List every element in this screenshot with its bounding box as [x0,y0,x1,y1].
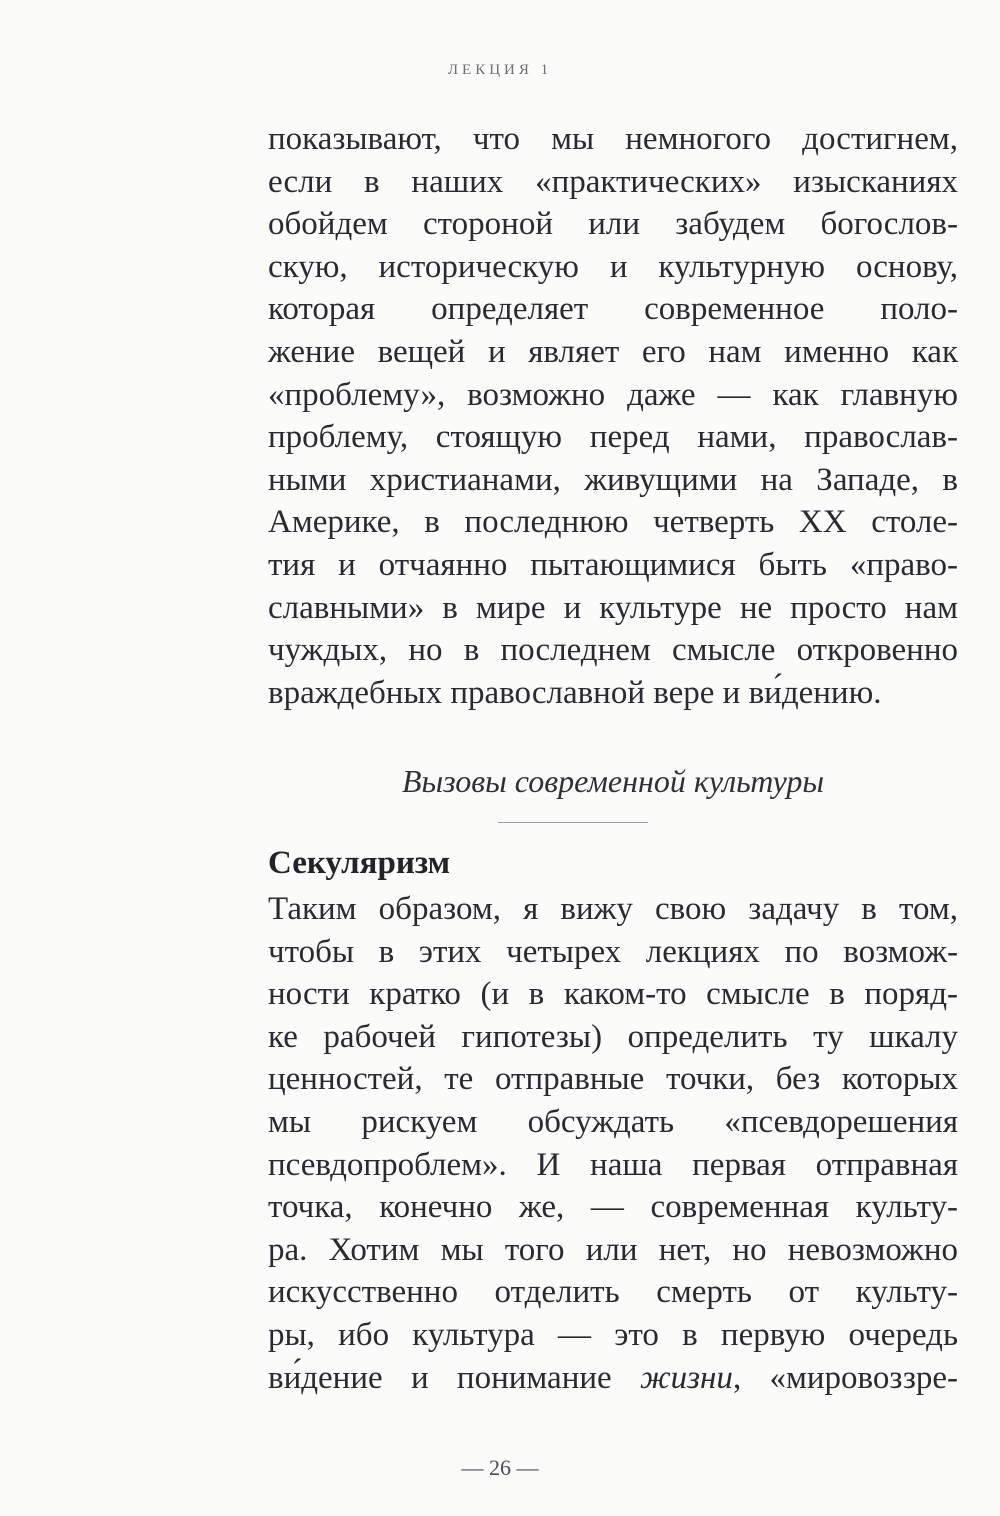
text-line: ра. Хотим мы того или нет, но невозможно [268,1231,958,1268]
text-line: обойдем стороной или забудем богослов- [268,206,958,243]
text-segment: , «мировоззре- [732,1359,959,1396]
text-line: чуждых, но в последнем смысле откровенно [268,632,958,669]
subheading: Секуляризм [268,845,451,881]
page-number: — 26 — [461,1455,539,1480]
text-line-last [268,1357,958,1400]
text-line: чтобы в этих четырех лекциях по возмож- [268,933,958,970]
text-line: ры, ибо культура — это в первую очередь [268,1316,958,1353]
paragraph-main [268,888,958,1399]
text-line: показывают, что мы немногого достигнем, [268,121,958,157]
text-line: проблему, стоящую перед нами, православ- [268,419,958,456]
section-title: Вызовы современной культуры [401,763,825,799]
running-head: ЛЕКЦИЯ 1 [447,62,553,78]
text-line: ценностей, те отправные точки, без которых [268,1061,958,1098]
text-line: искусственно отделить смерть от культу- [268,1274,958,1311]
text-segment: ви́дение и понимание [268,1359,640,1396]
text-line: которая определяет современное поло- [268,291,958,328]
text-line: точка, конечно же, — современная культу- [268,1189,958,1226]
text-line: Таким образом, я вижу свою задачу в том, [268,891,958,927]
text-line: если в наших «практических» изысканиях [268,163,958,200]
text-line: враждебных православной вере и ви́дению. [268,674,882,711]
paragraph-continued [268,118,958,714]
text-line: тия и отчаянно пытающимися быть «право- [268,546,958,583]
text-line: ными христианами, живущими на Западе, в [268,461,958,498]
section-divider [498,822,648,823]
text-line: славными» в мире и культуре не просто нам [268,589,958,626]
text-line: мы рискуем обсуждать «псевдорешения [268,1103,958,1140]
text-line: Америке, в последнюю четверть XX столе- [268,504,958,541]
text-line: жение вещей и являет его нам именно как [268,333,958,370]
text-line: ности кратко (и в каком-то смысле в поряд- [268,976,958,1013]
emphasis-text: жизни [639,1359,733,1396]
text-line: скую, историческую и культурную основу, [268,248,958,285]
text-line: ке рабочей гипотезы) определить ту шкалу [268,1018,958,1055]
text-line: псевдопроблем». И наша первая отправная [268,1146,958,1183]
text-line: «проблему», возможно даже — как главную [268,376,958,413]
